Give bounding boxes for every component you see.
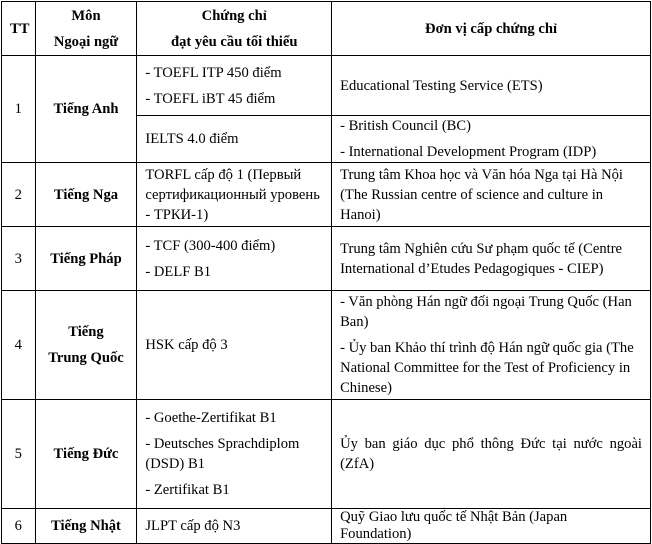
language-name-line2: Trung Quốc	[48, 350, 124, 366]
certificate-cell	[137, 509, 332, 544]
header-organization: Đơn vị cấp chứng chỉ	[332, 2, 651, 56]
table-row-japanese	[2, 509, 651, 544]
organization-item: Trung tâm Nghiên cứu Sư phạm quốc tế (Centre International d’Etudes Pedagogiques - CIEP)	[340, 240, 623, 277]
row-number: 5	[2, 400, 36, 509]
certificate-item: - Deutsches Sprachdiplom (DSD) B1	[145, 436, 300, 472]
certificate-item: - TOEFL iBT 45 điểm	[145, 90, 276, 107]
certificate-item: IELTS 4.0 điểm	[145, 131, 239, 147]
organization-cell	[332, 509, 651, 544]
row-number: 4	[2, 291, 36, 400]
organization-cell	[332, 400, 651, 509]
header-subject-line1: Môn	[71, 7, 101, 24]
certificate-cell	[137, 56, 332, 116]
organization-item: Quỹ Giao lưu quốc tế Nhật Bản (Japan Foundation)	[340, 509, 568, 542]
certificate-item: - Zertifikat B1	[145, 482, 230, 498]
table-row-russian	[2, 163, 651, 227]
organization-item: Trung tâm Khoa học và Văn hóa Nga tại Hà Nội (The Russian centre of science and culture in Hanoi)	[340, 166, 623, 223]
organization-cell	[332, 116, 651, 163]
language-name-line1: Tiếng	[68, 324, 104, 340]
table-row-english-a	[2, 56, 651, 116]
certificate-item: TORFL cấp độ 1 (Первый сертификационный уровень - ТРКИ-1)	[145, 166, 320, 223]
certificate-cell	[137, 163, 332, 227]
certificate-item: - TOEFL ITP 450 điểm	[145, 64, 282, 81]
certificate-item: JLPT cấp độ N3	[145, 518, 241, 534]
table-row-chinese	[2, 291, 651, 400]
language-name: Tiếng Nga	[35, 163, 137, 227]
row-number: 2	[2, 163, 36, 227]
language-name: Tiếng Đức	[35, 400, 137, 509]
row-number: 6	[2, 509, 36, 544]
header-subject-line2: Ngoại ngữ	[53, 33, 119, 50]
header-row	[2, 2, 651, 56]
certificate-item: HSK cấp độ 3	[145, 337, 228, 353]
organization-item: Educational Testing Service (ETS)	[340, 77, 543, 94]
row-number: 3	[2, 227, 36, 291]
certificate-item: - Goethe-Zertifikat B1	[145, 410, 277, 426]
organization-item: - International Development Program (IDP)	[340, 144, 597, 160]
row-number: 1	[2, 56, 36, 163]
certificate-table	[1, 1, 651, 544]
organization-item: Ủy ban giáo dục phổ thông Đức tại nước ngoài (ZfA)	[340, 436, 642, 472]
header-cert-line1: Chứng chỉ	[201, 7, 267, 24]
certificate-item: - DELF B1	[145, 263, 212, 280]
certificate-item: - TCF (300-400 điểm)	[145, 237, 276, 254]
organization-cell	[332, 163, 651, 227]
table-row-german	[2, 400, 651, 509]
language-name	[35, 291, 137, 400]
certificate-cell	[137, 291, 332, 400]
organization-cell	[332, 56, 651, 116]
header-tt: TT	[2, 2, 36, 56]
organization-item: - British Council (BC)	[340, 118, 472, 134]
certificate-cell	[137, 116, 332, 163]
organization-cell	[332, 291, 651, 400]
organization-item: - Văn phòng Hán ngữ đối ngoại Trung Quốc (Han Ban)	[340, 294, 632, 330]
certificate-cell	[137, 400, 332, 509]
language-name: Tiếng Anh	[35, 56, 137, 163]
organization-cell	[332, 227, 651, 291]
header-subject	[35, 2, 137, 56]
certificate-cell	[137, 227, 332, 291]
header-cert-line2: đạt yêu cầu tối thiểu	[170, 33, 298, 50]
table-row-french	[2, 227, 651, 291]
header-certificate	[137, 2, 332, 56]
language-name: Tiếng Pháp	[35, 227, 137, 291]
organization-item: - Ủy ban Khảo thí trình độ Hán ngữ quốc gia (The National Committee for the Test of Proficiency in Chinese)	[340, 340, 634, 396]
language-name: Tiếng Nhật	[35, 509, 137, 544]
